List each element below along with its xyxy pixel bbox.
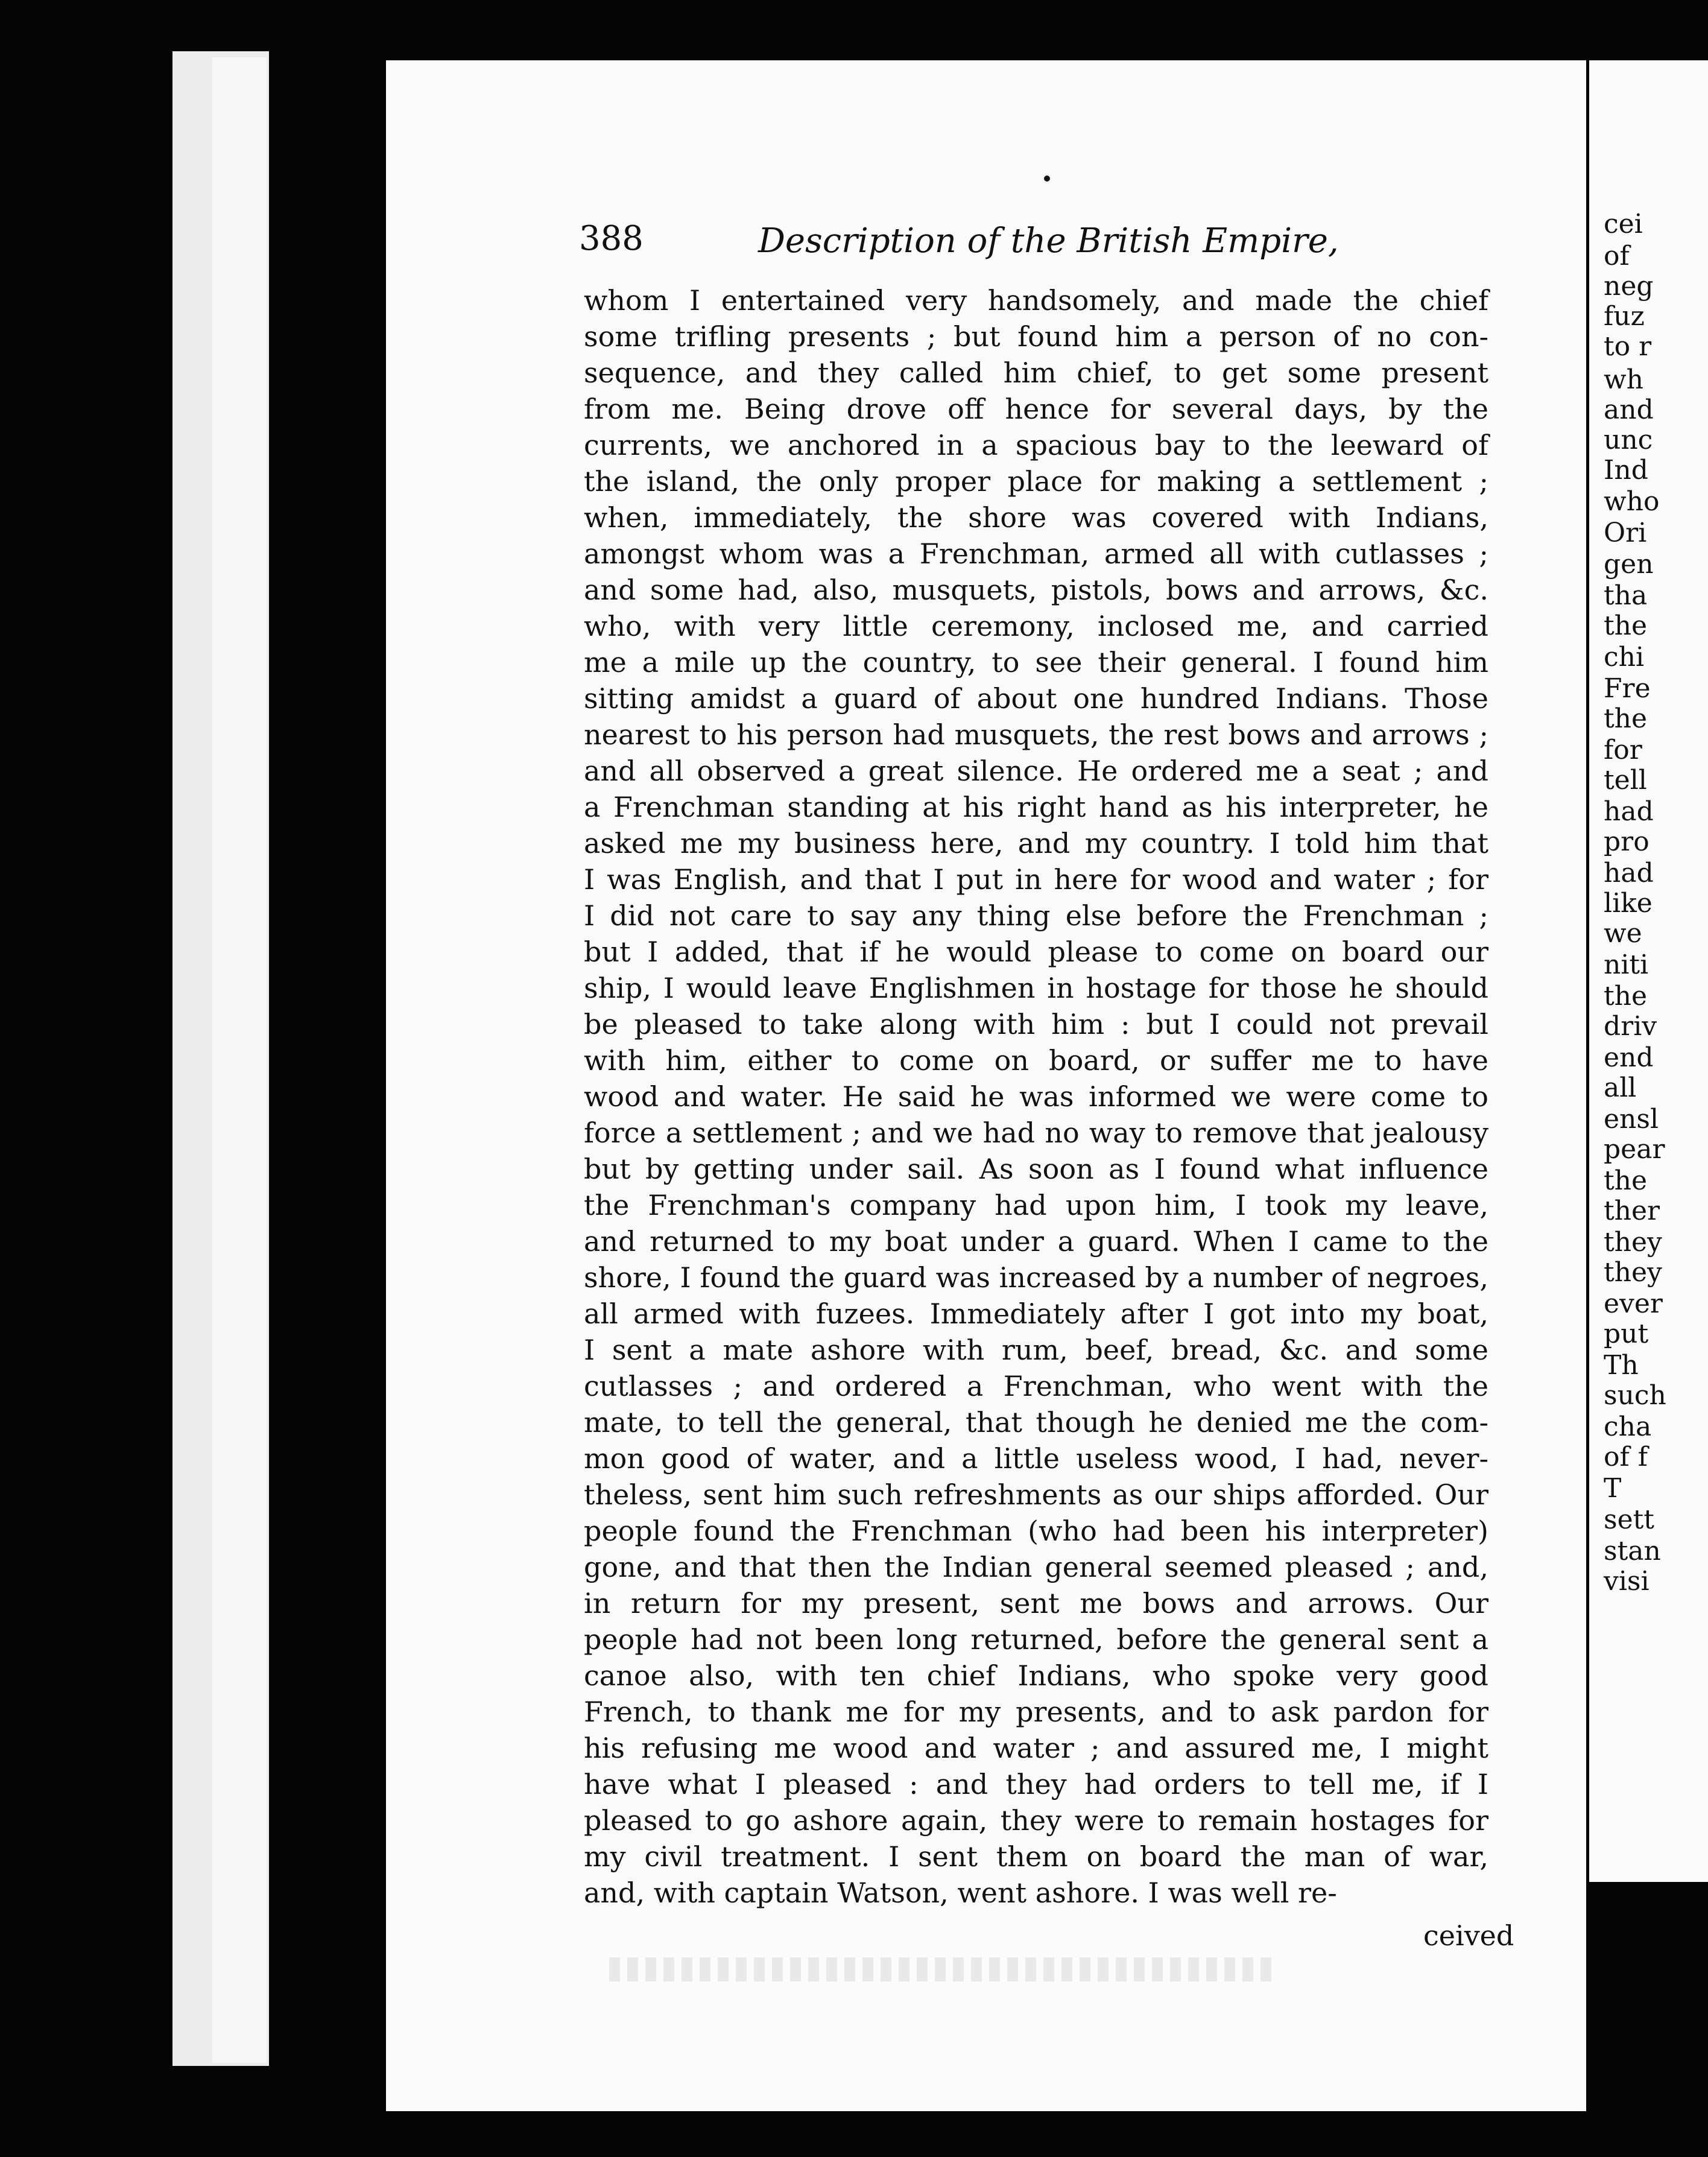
adjacent-page-fragment: Ori bbox=[1604, 518, 1647, 548]
running-title: Description of the British Empire, bbox=[758, 221, 1339, 261]
adjacent-page-fragment: cei bbox=[1604, 209, 1643, 239]
adjacent-page-fragment: they bbox=[1604, 1227, 1662, 1258]
text-line: canoe also, with ten chief Indians, who spoke very good bbox=[584, 1659, 1488, 1692]
text-line: I did not care to say any thing else before the Frenchman ; bbox=[584, 899, 1488, 932]
adjacent-page-fragment: for bbox=[1604, 735, 1642, 765]
adjacent-page-fragment: gen bbox=[1604, 549, 1654, 580]
text-line: the island, the only proper place for making a settlement ; bbox=[584, 465, 1488, 498]
text-line: French, to thank me for my presents, and to ask pardon for bbox=[584, 1696, 1488, 1728]
adjacent-page-fragment: end bbox=[1604, 1042, 1654, 1073]
text-line: I sent a mate ashore with rum, beef, bread, &c. and some bbox=[584, 1334, 1488, 1366]
page-header bbox=[579, 219, 1339, 270]
text-line: wood and water. He said he was informed we were come to bbox=[584, 1080, 1488, 1113]
adjacent-page-fragment: pro bbox=[1604, 826, 1649, 857]
adjacent-page-fragment: cha bbox=[1604, 1411, 1652, 1442]
text-line: a Frenchman standing at his right hand as his interpreter, he bbox=[584, 791, 1488, 823]
adjacent-page-fragment: driv bbox=[1604, 1011, 1657, 1042]
adjacent-page-fragment: visi bbox=[1604, 1566, 1649, 1597]
text-line: amongst whom was a Frenchman, armed all with cutlasses ; bbox=[584, 537, 1488, 570]
text-line: who, with very little ceremony, inclosed me, and carried bbox=[584, 610, 1488, 642]
text-line: ship, I would leave Englishmen in hostage for those he should bbox=[584, 972, 1488, 1004]
text-line: people found the Frenchman (who had been his interpreter) bbox=[584, 1515, 1488, 1547]
adjacent-page bbox=[1589, 60, 1708, 1882]
text-line: gone, and that then the Indian general seemed pleased ; and, bbox=[584, 1551, 1488, 1583]
show-through-bleed bbox=[609, 1957, 1273, 1981]
text-line: be pleased to take along with him : but I could not prevail bbox=[584, 1008, 1488, 1040]
text-line: shore, I found the guard was increased by a number of negroes, bbox=[584, 1261, 1488, 1294]
adjacent-page-fragment: niti bbox=[1604, 949, 1649, 980]
adjacent-page-fragment: put bbox=[1604, 1319, 1649, 1349]
text-line: nearest to his person had musquets, the rest bows and arrows ; bbox=[584, 718, 1488, 751]
text-line: have what I pleased : and they had orders to tell me, if I bbox=[584, 1768, 1488, 1801]
body-text bbox=[584, 282, 1488, 1911]
adjacent-page-fragment: they bbox=[1604, 1257, 1662, 1288]
ink-dot bbox=[1044, 176, 1050, 182]
adjacent-page-fragment: Ind bbox=[1604, 455, 1648, 486]
text-line: mon good of water, and a little useless wood, I had, never- bbox=[584, 1442, 1488, 1475]
text-line: and returned to my boat under a guard. When I came to the bbox=[584, 1225, 1488, 1258]
text-line: from me. Being drove off hence for several days, by the bbox=[584, 393, 1488, 425]
adjacent-page-fragment: ensl bbox=[1604, 1104, 1659, 1135]
text-line: all armed with fuzees. Immediately after I got into my boat, bbox=[584, 1297, 1488, 1330]
adjacent-page-fragment: stan bbox=[1604, 1536, 1661, 1566]
adjacent-page-fragment: had bbox=[1604, 796, 1654, 827]
adjacent-page-fragment: who bbox=[1604, 486, 1660, 517]
adjacent-page-fragment: like bbox=[1604, 888, 1653, 919]
adjacent-page-fragment: tha bbox=[1604, 580, 1648, 611]
adjacent-page-fragment: pear bbox=[1604, 1134, 1665, 1165]
text-line: mate, to tell the general, that though he denied me the com- bbox=[584, 1406, 1488, 1439]
adjacent-page-fragment: of f bbox=[1604, 1442, 1648, 1472]
text-line: with him, either to come on board, or suffer me to have bbox=[584, 1044, 1488, 1077]
text-line: people had not been long returned, before the general sent a bbox=[584, 1623, 1488, 1656]
adjacent-page-fragment: and bbox=[1604, 394, 1654, 425]
text-line: some trifling presents ; but found him a person of no con- bbox=[584, 320, 1488, 353]
text-line: pleased to go ashore again, they were to remain hostages for bbox=[584, 1804, 1488, 1837]
text-line: but by getting under sail. As soon as I found what influence bbox=[584, 1153, 1488, 1185]
text-line: in return for my present, sent me bows and arrows. Our bbox=[584, 1587, 1488, 1620]
text-line: theless, sent him such refreshments as our ships afforded. Our bbox=[584, 1478, 1488, 1511]
previous-page-edge-inner bbox=[212, 57, 267, 2063]
adjacent-page-fragment: had bbox=[1604, 858, 1654, 888]
catchword: ceived bbox=[1423, 1919, 1514, 1952]
adjacent-page-fragment: fuz bbox=[1604, 301, 1645, 332]
adjacent-page-fragment: tell bbox=[1604, 765, 1647, 796]
adjacent-page-fragment: Fre bbox=[1604, 673, 1651, 704]
adjacent-page-fragment: the bbox=[1604, 981, 1648, 1012]
adjacent-page-fragment: to r bbox=[1604, 331, 1652, 362]
page-number: 388 bbox=[579, 219, 644, 258]
text-line: when, immediately, the shore was covered with Indians, bbox=[584, 501, 1488, 534]
adjacent-page-fragment: the bbox=[1604, 1165, 1648, 1196]
adjacent-page-fragment: the bbox=[1604, 610, 1648, 641]
adjacent-page-fragment: we bbox=[1604, 918, 1642, 949]
adjacent-page-fragment: the bbox=[1604, 703, 1648, 734]
adjacent-page-fragment: such bbox=[1604, 1380, 1666, 1411]
adjacent-page-fragment: all bbox=[1604, 1072, 1637, 1103]
text-line: whom I entertained very handsomely, and made the chief bbox=[584, 284, 1488, 317]
adjacent-page-fragment: neg bbox=[1604, 271, 1654, 302]
text-line: force a settlement ; and we had no way to remove that jealousy bbox=[584, 1117, 1488, 1149]
text-line: and some had, also, musquets, pistols, bows and arrows, &c. bbox=[584, 574, 1488, 606]
text-line: and, with captain Watson, went ashore. I was well re- bbox=[584, 1877, 1337, 1909]
text-line: the Frenchman's company had upon him, I took my leave, bbox=[584, 1189, 1488, 1221]
adjacent-page-fragment: sett bbox=[1604, 1504, 1654, 1535]
adjacent-page-fragment: of bbox=[1604, 241, 1630, 271]
adjacent-page-fragment: ever bbox=[1604, 1288, 1663, 1319]
text-line: cutlasses ; and ordered a Frenchman, who went with the bbox=[584, 1370, 1488, 1402]
adjacent-page-fragment: chi bbox=[1604, 642, 1645, 673]
text-line: sequence, and they called him chief, to get some present bbox=[584, 356, 1488, 389]
text-line: his refusing me wood and water ; and assured me, I might bbox=[584, 1732, 1488, 1764]
text-line: asked me my business here, and my country. I told him that bbox=[584, 827, 1488, 860]
text-line: my civil treatment. I sent them on board the man of war, bbox=[584, 1840, 1488, 1873]
adjacent-page-fragment: Th bbox=[1604, 1350, 1639, 1381]
text-line: sitting amidst a guard of about one hundred Indians. Those bbox=[584, 682, 1488, 715]
adjacent-page-fragment: unc bbox=[1604, 425, 1653, 455]
text-line: me a mile up the country, to see their general. I found him bbox=[584, 646, 1488, 679]
adjacent-page-fragment: T bbox=[1604, 1473, 1622, 1504]
adjacent-page-fragment: ther bbox=[1604, 1196, 1660, 1226]
text-line: I was English, and that I put in here for wood and water ; for bbox=[584, 863, 1488, 896]
text-line: currents, we anchored in a spacious bay to the leeward of bbox=[584, 429, 1488, 461]
text-line: but I added, that if he would please to come on board our bbox=[584, 936, 1488, 968]
adjacent-page-fragment: wh bbox=[1604, 364, 1643, 395]
text-line: and all observed a great silence. He ordered me a seat ; and bbox=[584, 755, 1488, 787]
